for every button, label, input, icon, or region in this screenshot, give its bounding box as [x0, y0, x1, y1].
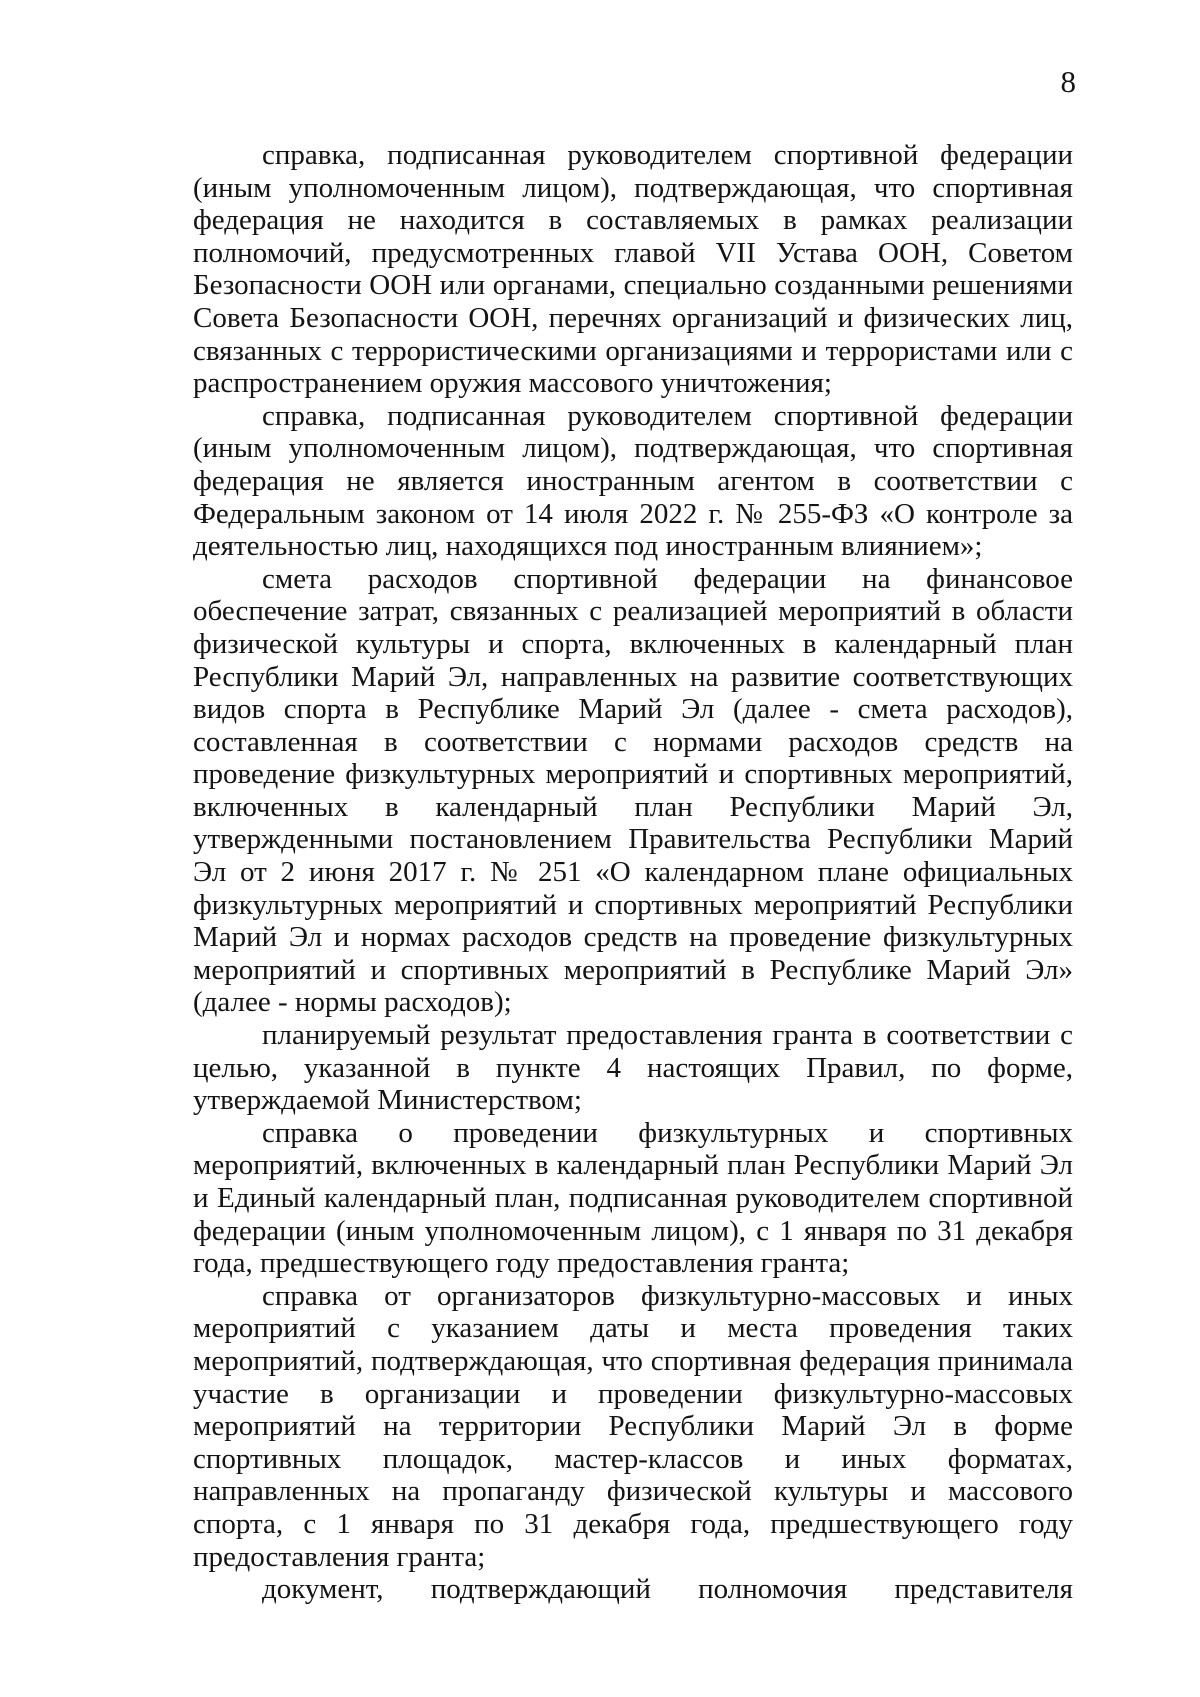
paragraph-certificate-foreign-agent: справка, подписанная руководителем спортивной федерации (иным уполномоченным лицом), подтверждающая, что спортивная федерация не является иностранным агентом в соответствии с Федеральным законом от 14 июля 2022 г. № 255-ФЗ «О контроле за деятельностью лиц, находящихся под иностранным влиянием»;	[193, 399, 1073, 563]
paragraph-certificate-un-lists: справка, подписанная руководителем спортивной федерации (иным уполномоченным лицом), подтверждающая, что спортивная федерация не находится в составляемых в рамках реализации полномочий, предусмотренных главой VII Устава ООН, Советом Безопасности ООН или органами, специально созданными решениями Совета Безопасности ООН, перечнях организаций и физических лиц, связанных с террористическими организациями и террористами или с распространением оружия массового уничтожения;	[193, 139, 1073, 400]
page-number: 8	[1060, 64, 1076, 99]
paragraph-planned-result: планируемый результат предоставления гранта в соответствии с целью, указанной в пункте 4 настоящих Правил, по форме, утверждаемой Министерством;	[193, 1019, 1073, 1117]
paragraph-events-certificate: справка о проведении физкультурных и спортивных мероприятий, включенных в календарный план Республики Марий Эл и Единый календарный план, подписанная руководителем спортивной федерации (иным уполномоченным лицом), с 1 января по 31 декабря года, предшествующего году предоставления гранта;	[193, 1116, 1073, 1280]
paragraph-expense-estimate: смета расходов спортивной федерации на финансовое обеспечение затрат, связанных с реализацией мероприятий в области физической культуры и спорта, включенных в календарный план Республики Марий Эл, направленных на развитие соответствующих видов спорта в Республике Марий Эл (далее - смета расходов), составленная в соответствии с нормами расходов средств на проведение физкультурных мероприятий и спортивных мероприятий, включенных в календарный план Республики Марий Эл, утвержденными постановлением Правительства Республики Марий Эл от 2 июня 2017 г. № 251 «О календарном плане официальных физкультурных мероприятий и спортивных мероприятий Республики Марий Эл и нормах расходов средств на проведение физкультурных мероприятий и спортивных мероприятий в Республике Марий Эл» (далее - нормы расходов);	[193, 562, 1073, 1019]
paragraph-organizers-certificate: справка от организаторов физкультурно-массовых и иных мероприятий с указанием даты и места проведения таких мероприятий, подтверждающая, что спортивная федерация принимала участие в организации и проведении физкультурно-массовых мероприятий на территории Республики Марий Эл в форме спортивных площадок, мастер-классов и иных форматах, направленных на пропаганду физической культуры и массового спорта, с 1 января по 31 декабря года, предшествующего году предоставления гранта;	[193, 1279, 1073, 1573]
paragraph-authority-document: документ, подтверждающий полномочия представителя	[262, 1573, 1073, 1606]
document-body	[193, 139, 1073, 1606]
